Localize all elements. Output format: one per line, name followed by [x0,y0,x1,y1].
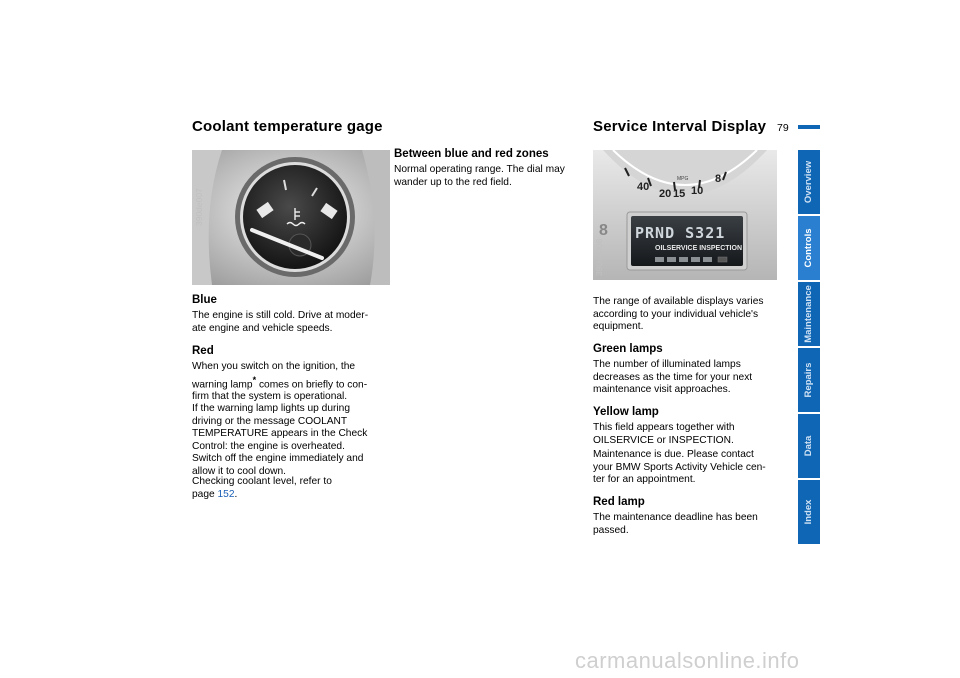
service-display-image [593,150,777,280]
dial-number-20: 20 [659,188,672,200]
page-number: 79 [777,122,789,134]
display-gear-readout: PRND S321 [635,224,726,242]
page-link-152[interactable]: 152 [217,488,235,500]
text-intro: The range of available displays varies according to your individual vehicle's equipment. [593,296,764,332]
image-code-service: 390us008 [594,238,604,276]
dial-number-8: 8 [715,173,722,185]
text-blue: The engine is still cold. Drive at moder- ate engine and vehicle speeds. [192,310,369,334]
heading-blue: Blue [192,294,217,306]
heading-green-lamps: Green lamps [593,343,663,355]
tab-controls[interactable]: Controls [798,216,820,280]
coolant-gauge-image [192,150,390,285]
footnote-star: * [252,374,257,385]
dial-number-15: 15 [673,188,686,200]
tab-overview[interactable]: Overview [798,150,820,214]
page-marker-bar [798,125,820,129]
text-red-p1: When you switch on the ignition, the warning lamp* comes on briefly to con- firm that the system is operational. [192,361,368,403]
heading-red-lamp: Red lamp [593,496,645,508]
tab-index[interactable]: Index [798,480,820,544]
watermark: carmanualsonline.info [575,648,800,673]
page-title-service: Service Interval Display [593,118,767,135]
image-code-coolant: 390de007 [194,188,204,226]
display-service-labels: OILSERVICE INSPECTION [655,245,742,252]
tab-data[interactable]: Data [798,414,820,478]
text-red-p2: If the warning lamp lights up during driving or the message COOLANT TEMPERATURE appears in the Check Control: the engine is overheated. Switch off the engine immediately and allow it to cool down. [192,403,368,477]
dial-number-8-left: 8 [599,222,608,239]
dial-number-40: 40 [637,181,650,193]
text-green-lamps: The number of illuminated lamps decreases as the time for your next maintenance visit approaches. [593,359,753,395]
text-red-p3: Checking coolant level, refer to page 152. [192,476,332,500]
text-yellow-lamp: This field appears together with OILSERVICE or INSPECTION. [593,422,735,446]
text-between-zones: Normal operating range. The dial may wander up to the red field. [394,164,565,188]
tab-maintenance[interactable]: Maintenance [798,282,820,346]
text-red-lamp: The maintenance deadline has been passed. [593,512,758,536]
page-title-coolant: Coolant temperature gage [192,118,383,135]
text-yellow-lamp-2: Maintenance is due. Please contact your BMW Sports Activity Vehicle cen- ter for an appointment. [593,449,766,485]
heading-between-zones: Between blue and red zones [394,148,549,160]
dial-number-10: 10 [691,185,704,197]
heading-red: Red [192,345,214,357]
heading-yellow-lamp: Yellow lamp [593,406,659,418]
tab-repairs[interactable]: Repairs [798,348,820,412]
dial-unit: MPG [677,176,689,182]
